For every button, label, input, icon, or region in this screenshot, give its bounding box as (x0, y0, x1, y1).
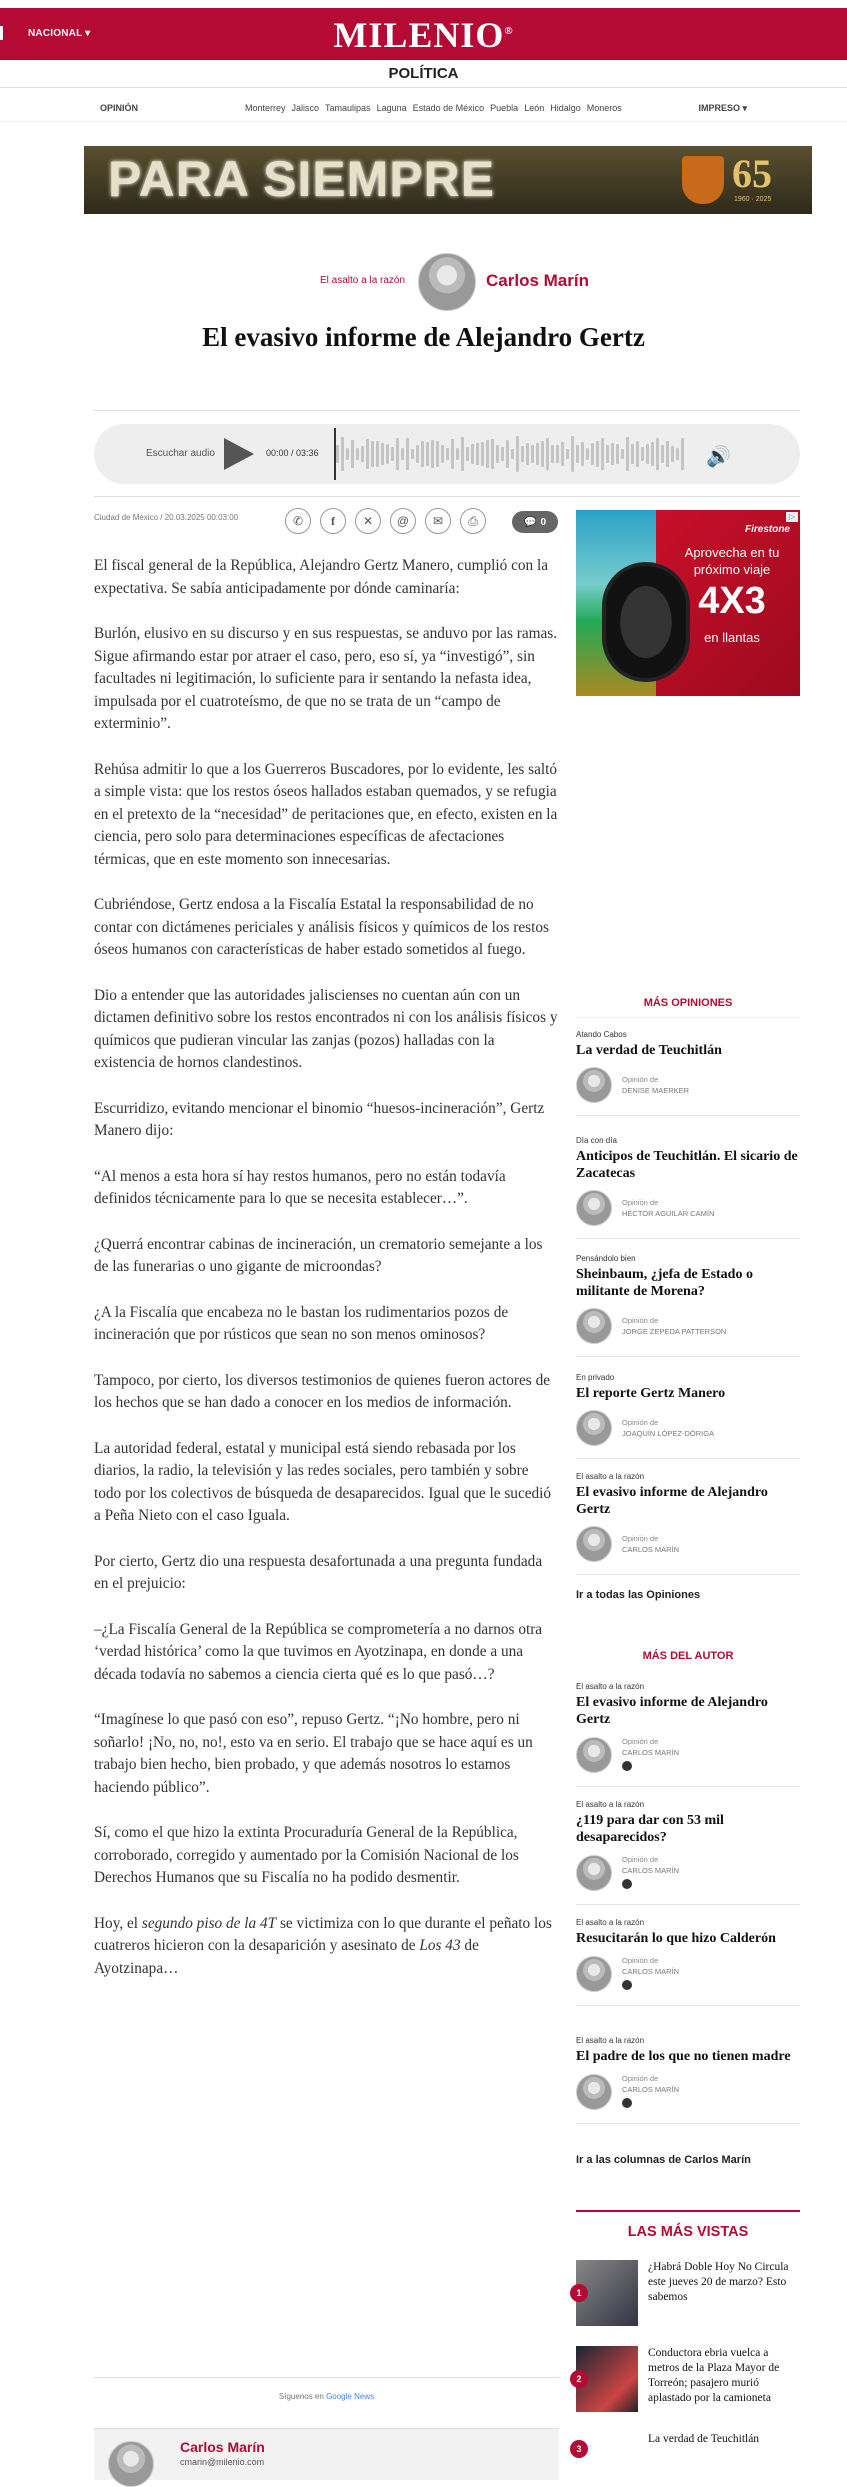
adchoices-icon[interactable]: ▷ (786, 512, 798, 522)
wave-bar (596, 441, 599, 466)
wave-bar (376, 441, 379, 467)
paragraph: Dio a entender que las autoridades jaliscienses no cuentan aún con un dictamen definitivo sobre los restos encontrados ni con los análisis físicos y químicos que pudieran vincular las zanjas (pozos) halladas con la existencia de hornos clandestinos. (94, 986, 558, 1071)
wave-bar (616, 444, 619, 464)
wave-bar (371, 441, 374, 466)
author-columns-link[interactable]: Ir a las columnas de Carlos Marín (576, 2154, 751, 2166)
wave-bar (451, 439, 454, 469)
wave-bar (486, 440, 489, 467)
wave-bar (341, 437, 344, 471)
wave-bar (576, 445, 579, 463)
column-kicker[interactable]: El asalto a la razón (320, 275, 406, 286)
avatar (576, 1410, 612, 1446)
author-name[interactable]: Carlos Marín (486, 271, 589, 290)
paragraph-last: Hoy, el segundo piso de la 4T se victimiza con lo que durante el peñato los cuatreros hicieron con la desaparición y asesinato de Los 43 de Ayotzinapa… (94, 1914, 552, 1977)
avatar (576, 1526, 612, 1562)
author-box-name[interactable]: Carlos Marín (180, 2439, 265, 2455)
wave-bar (536, 443, 539, 466)
article-body (94, 555, 559, 2003)
all-opinions-link[interactable]: Ir a todas las Opiniones (576, 1589, 701, 1601)
wave-bar (541, 441, 544, 468)
banner-text: PARA SIEMPRE (108, 151, 496, 207)
wave-bar (506, 440, 509, 467)
paragraph: “Imagínese lo que pasó con eso”, repuso Gertz. “¡No hombre, pero ni soñarlo! ¡No, no, no!, esto va en serio. El trabajo que se hace aquí es un trabajo bien hecho, bien probado, y que además nosotros lo estamos haciendo público”. (94, 1711, 533, 1796)
divider (94, 410, 800, 411)
wave-bar (441, 445, 444, 463)
advertisement[interactable] (576, 510, 800, 696)
wave-bar (671, 446, 674, 463)
city-links (245, 103, 622, 113)
opinion-item[interactable]: En privado El reporte Gertz Manero Opinión de JOAQUÍN LÓPEZ-DÓRIGA (576, 1373, 800, 1459)
opinion-item[interactable]: El asalto a la razón El evasivo informe de Alejandro Gertz Opinión de CARLOS MARÍN (576, 1472, 800, 1575)
anniversary-banner[interactable] (84, 146, 812, 214)
wave-bar (346, 448, 349, 460)
wave-bar (556, 445, 559, 463)
author-article-item[interactable]: El asalto a la razón Resucitarán lo que hizo Calderón Opinión de CARLOS MARÍN (576, 1918, 800, 2006)
wave-bar (531, 445, 534, 462)
wave-bar (661, 445, 664, 462)
top-header (0, 8, 847, 60)
wave-bar (361, 446, 364, 462)
threads-icon[interactable]: @ (390, 508, 416, 534)
city-link[interactable]: Moneros (586, 103, 622, 113)
play-icon[interactable] (224, 438, 254, 470)
opinion-item[interactable]: Día con día Anticipos de Teuchitlán. El sicario de Zacatecas Opinión de HÉCTOR AGUILAR CAMÍN (576, 1136, 800, 1239)
avatar (576, 1067, 612, 1103)
wave-bar (606, 445, 609, 462)
wave-bar (401, 448, 404, 460)
wave-bar (491, 439, 494, 468)
paragraph: Por cierto, Gertz dio una respuesta desafortunada a una pregunta fundada en el prejuicio: (94, 1552, 543, 1592)
wave-bar (666, 441, 669, 468)
avatar (576, 1190, 612, 1226)
ad-line1: Aprovecha en tu próximo viaje (684, 545, 780, 577)
comment-icon: 💬 (523, 516, 537, 528)
avatar (576, 1308, 612, 1344)
mas-opiniones-heading: MÁS OPINIONES (576, 997, 800, 1018)
wave-bar (446, 448, 449, 459)
share-bar (285, 508, 486, 534)
wave-bar (561, 442, 564, 466)
wave-bar (461, 437, 464, 471)
section-nav-dropdown[interactable]: NACIONAL ▾ (28, 28, 91, 39)
wave-bar (471, 444, 474, 464)
impreso-dropdown[interactable]: IMPRESO ▾ (698, 103, 747, 113)
wave-bar (591, 443, 594, 465)
author-avatar[interactable] (418, 253, 476, 311)
wave-bar (566, 449, 569, 459)
paragraph: Cubriéndose, Gertz endosa a la Fiscalía Estatal la responsabilidad de no contar con dictámenes periciales y análisis físicos y químicos de los restos óseos humanos con características de haber estado sometidos al fuego. (94, 896, 549, 958)
paragraph: Tampoco, por cierto, los diversos testimonios de quienes fueron actores de los hechos que se han dado a conocer en los medios de información. (94, 1371, 551, 1411)
paragraph: Burlón, elusivo en su discurso y en sus respuestas, se anduvo por las ramas. Sigue afirmando estar por atraer el caso, pero, eso sí, ya “investigó”, sin facultades ni legitimación, lo suficiente para ir sentando la nefasta idea, impulsada por el cuatroteísmo, de que no se trata de un “campo de exterminio”. (94, 625, 558, 732)
whatsapp-icon[interactable]: ✆ (285, 508, 311, 534)
wave-bar (386, 444, 389, 464)
city-link[interactable]: Puebla (490, 103, 519, 113)
paragraph: ¿A la Fiscalía que encabeza no le bastan los rudimentarios pozos de incineración que por rústicos que sean no son menos ominosos? (94, 1303, 509, 1343)
wave-bar (466, 447, 469, 461)
avatar (576, 1956, 612, 1992)
wave-bar (586, 448, 589, 460)
thumbnail: 3 (576, 2432, 638, 2480)
wave-bar (676, 448, 679, 461)
wave-bar (431, 440, 434, 467)
paragraph: Rehúsa admitir lo que a los Guerreros Buscadores, por lo evidente, les saltó a simple vista: que los restos óseos hallados estaban quemados, y se refugia en el pretexto de la “necesidad” de peritaciones que, en efecto, existen en la ciencia, pero solo para determinaciones específicas de afectaciones térmicas, que en este momento son innecesarias. (94, 760, 558, 868)
wave-bar (391, 447, 394, 462)
print-icon[interactable]: ⎙ (460, 508, 486, 534)
wave-bar (551, 445, 554, 462)
author-article-item[interactable]: El asalto a la razón El padre de los que no tienen madre Opinión de CARLOS MARÍN (576, 2036, 800, 2124)
wave-bar (626, 437, 629, 472)
paragraph: ¿Querrá encontrar cabinas de incineración, un crematorio semejante a los de las funerarias o uno gigante de microondas? (94, 1235, 543, 1275)
paragraph: Escurridizo, evitando mencionar el binomio “huesos-incineración”, Gertz Manero dijo: (94, 1099, 545, 1139)
wave-bar (396, 438, 399, 471)
facebook-icon[interactable]: f (320, 508, 346, 534)
wave-bar (416, 445, 419, 463)
wave-bar (501, 447, 504, 460)
wave-bar (611, 443, 614, 465)
thumbnail: 2 (576, 2346, 638, 2412)
section-title[interactable]: POLÍTICA (0, 60, 847, 88)
city-link[interactable]: León (524, 103, 545, 113)
wave-bar (631, 444, 634, 463)
wave-bar (426, 442, 429, 467)
wave-bar (621, 449, 624, 460)
sub-navigation (0, 96, 847, 122)
paragraph: “Al menos a esta hora sí hay restos humanos, pero no están todavía definidos técnicamente para lo que se necesita establecer…”. (94, 1167, 506, 1207)
wave-bar (511, 449, 514, 460)
wave-bar (571, 436, 574, 472)
wave-bar (421, 441, 424, 467)
audio-label: Escuchar audio (146, 448, 215, 459)
wave-bar (366, 439, 369, 469)
wave-bar (526, 443, 529, 465)
city-link[interactable]: Hidalgo (550, 103, 581, 113)
city-link[interactable]: Jalisco (291, 103, 320, 113)
wave-bar (651, 442, 654, 465)
shield-icon (682, 156, 724, 204)
opinion-item[interactable]: Pensándolo bien Sheinbaum, ¿jefa de Estado o militante de Morena? Opinión de JORGE ZEPEDA PATTERSON (576, 1254, 800, 1357)
mas-vistas-heading: LAS MÁS VISTAS (576, 2210, 800, 2240)
mas-del-autor-heading: MÁS DEL AUTOR (642, 1650, 734, 1662)
paragraph: El fiscal general de la República, Alejandro Gertz Manero, cumplió con la expectativa. Se sabía anticipadamente por dónde caminaría: (94, 557, 549, 597)
trending-item[interactable]: 1 ¿Habrá Doble Hoy No Circula este jueves 20 de marzo? Esto sabemos (576, 2260, 800, 2326)
city-link[interactable]: Monterrey (245, 103, 286, 113)
wave-bar (411, 449, 414, 460)
wave-bar (336, 445, 339, 463)
play-icon (622, 2098, 632, 2108)
trending-item[interactable]: 2 Conductora ebria vuelca a metros de la Plaza Mayor de Torreón; pasajero murió aplastado por la camioneta (576, 2346, 800, 2412)
wave-bar (581, 442, 584, 467)
ad-brand: Firestone (744, 524, 790, 535)
city-link[interactable]: Tamaulipas (325, 103, 371, 113)
wave-bar (496, 445, 499, 463)
article-title: El evasivo informe de Alejandro Gertz (202, 322, 645, 352)
google-news-logo: Google News (326, 2392, 375, 2401)
city-link[interactable]: Estado de México (412, 103, 485, 113)
site-logo[interactable]: MILENIO® (333, 15, 514, 55)
author-email[interactable]: cmarin@milenio.com (180, 2457, 265, 2467)
avatar (576, 1855, 612, 1891)
email-icon[interactable]: ✉ (425, 508, 451, 534)
avatar (576, 2074, 612, 2110)
wave-bar (351, 440, 354, 468)
wave-bar (356, 448, 359, 461)
wave-bar (481, 442, 484, 466)
volume-icon[interactable]: 🔊 (706, 446, 731, 468)
divider (94, 496, 800, 497)
wave-bar (521, 446, 524, 463)
anniversary-years: 1960 · 2025 (734, 196, 772, 203)
play-icon (622, 1980, 632, 1990)
wave-bar (601, 438, 604, 471)
wave-bar (381, 443, 384, 465)
wave-bar (646, 444, 649, 465)
author-article-item[interactable]: El asalto a la razón El evasivo informe de Alejandro Gertz Opinión de CARLOS MARÍN (576, 1682, 800, 1787)
wave-bar (656, 438, 659, 471)
play-icon (622, 1879, 632, 1889)
author-avatar[interactable] (108, 2441, 154, 2487)
audio-time: 00:00 / 03:36 (266, 448, 319, 458)
wave-bar (406, 438, 409, 470)
wave-bar (476, 443, 479, 465)
wave-bar (546, 438, 549, 470)
google-news-follow[interactable]: Síguenos en Google News (94, 2377, 559, 2401)
anniversary-number: 65 (732, 151, 772, 196)
wave-bar (436, 441, 439, 467)
audio-player (94, 424, 800, 484)
x-icon[interactable]: ✕ (355, 508, 381, 534)
wave-bar (681, 438, 684, 470)
trending-item[interactable]: 3 La verdad de Teuchitlán (576, 2432, 800, 2480)
wave-bar (641, 447, 644, 460)
city-link[interactable]: Laguna (376, 103, 407, 113)
comments-button[interactable]: 💬 0 (512, 511, 558, 533)
wave-bar (516, 436, 519, 471)
author-article-item[interactable]: El asalto a la razón ¿119 para dar con 53 mil desaparecidos? Opinión de CARLOS MARÍN (576, 1800, 800, 1905)
wave-bar (456, 448, 459, 459)
audio-waveform[interactable] (336, 434, 692, 474)
author-box (94, 2428, 559, 2480)
article-dateline: Ciudad de México / 20.03.2025 00:03:00 (94, 513, 239, 522)
thumbnail: 1 (576, 2260, 638, 2326)
avatar (576, 1737, 612, 1773)
ad-headline: 4X3 (698, 580, 766, 622)
opinion-item[interactable]: Atando Cabos La verdad de Teuchitlán Opinión de DENISE MAERKER (576, 1030, 800, 1116)
play-icon (622, 1761, 632, 1771)
paragraph: Sí, como el que hizo la extinta Procuraduría General de la República, corroborado, corregido y aumentado por la Comisión Nacional de los Derechos Humanos que su Fiscalía no ha podido desmentir. (94, 1824, 519, 1886)
paragraph: –¿La Fiscalía General de la República se comprometería a no darnos otra ‘verdad histórica’ como la que tuvimos en Ayotzinapa, en donde a una década todavía no sabemos a ciencia cierta qué es lo que pasó…? (94, 1620, 543, 1683)
paragraph: La autoridad federal, estatal y municipal está siendo rebasada por los diarios, la radio, la televisión y las redes sociales, pero también y sobre todo por los colectivos de búsqueda de desaparecidos. Igual que le sucedió a Peña Nieto con el caso Iguala. (94, 1439, 552, 1524)
wave-bar (636, 441, 639, 468)
ad-line2: en llantas (704, 630, 760, 645)
subnav-opinion[interactable]: OPINIÓN (100, 103, 139, 113)
